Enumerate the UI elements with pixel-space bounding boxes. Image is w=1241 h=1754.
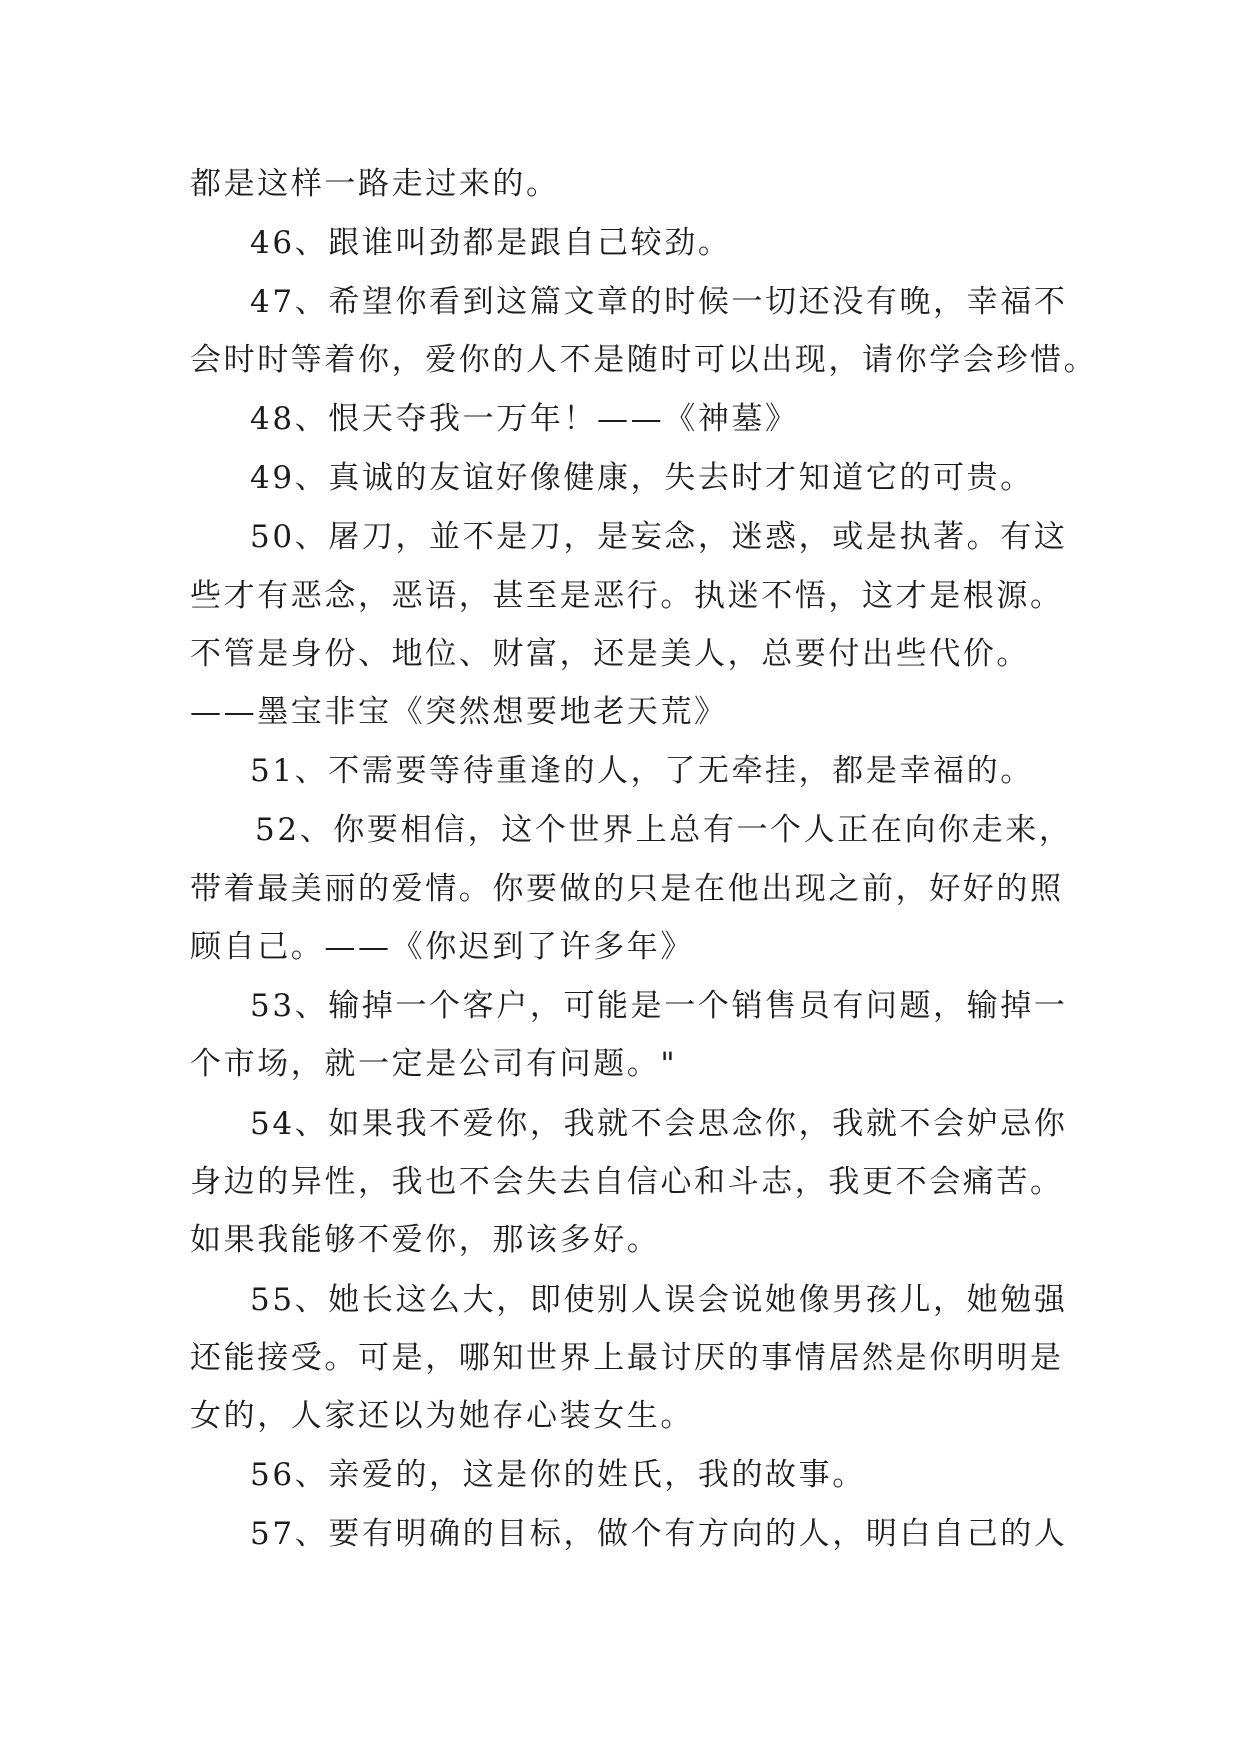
text-line: 个市场，就一定是公司有问题。" — [190, 1046, 678, 1082]
text-line: 49、真诚的友谊好像健康，失去时才知道它的可贵。 — [250, 460, 1034, 496]
text-line: 47、希望你看到这篇文章的时候一切还没有晚，幸福不 — [250, 284, 1068, 320]
text-line: 56、亲爱的，这是你的姓氏，我的故事。 — [250, 1457, 866, 1493]
text-line: 身边的异性，我也不会失去自信心和斗志，我更不会痛苦。 — [190, 1164, 1064, 1200]
text-line: ——墨宝非宝《突然想要地老天荒》 — [190, 694, 728, 730]
text-line: 48、恨天夺我一万年！——《神墓》 — [250, 401, 799, 437]
text-line: 女的，人家还以为她存心装女生。 — [190, 1398, 694, 1434]
text-line: 46、跟谁叫劲都是跟自己较劲。 — [250, 225, 732, 261]
text-line: 51、不需要等待重逢的人，了无牵挂，都是幸福的。 — [250, 753, 1034, 789]
text-line: 都是这样一路走过来的。 — [190, 166, 560, 202]
text-line: 57、要有明确的目标，做个有方向的人，明白自己的人 — [250, 1516, 1068, 1552]
text-line: 带着最美丽的爱情。你要做的只是在他出现之前，好好的照 — [190, 871, 1064, 907]
text-line: 会时时等着你，爱你的人不是随时可以出现，请你学会珍惜。 — [190, 342, 1098, 378]
text-line: 不管是身份、地位、财富，还是美人，总要付出些代价。 — [190, 636, 1030, 672]
text-line: 53、输掉一个客户，可能是一个销售员有问题，输掉一 — [250, 988, 1068, 1024]
text-line: 50、屠刀，並不是刀，是妄念，迷惑，或是执著。有这 — [250, 519, 1068, 555]
text-line: 55、她长这么大，即使别人误会说她像男孩儿，她勉强 — [250, 1282, 1068, 1318]
text-line: 54、如果我不爱你，我就不会思念你，我就不会妒忌你 — [250, 1106, 1068, 1142]
text-line: 如果我能够不爱你，那该多好。 — [190, 1222, 661, 1258]
text-line: 些才有恶念，恶语，甚至是恶行。执迷不悟，这才是根源。 — [190, 578, 1064, 614]
text-line: 还能接受。可是，哪知世界上最讨厌的事情居然是你明明是 — [190, 1340, 1064, 1376]
text-line: 顾自己。——《你迟到了许多年》 — [190, 929, 694, 965]
text-line: 52、你要相信，这个世界上总有一个人正在向你走来， — [255, 812, 1073, 848]
